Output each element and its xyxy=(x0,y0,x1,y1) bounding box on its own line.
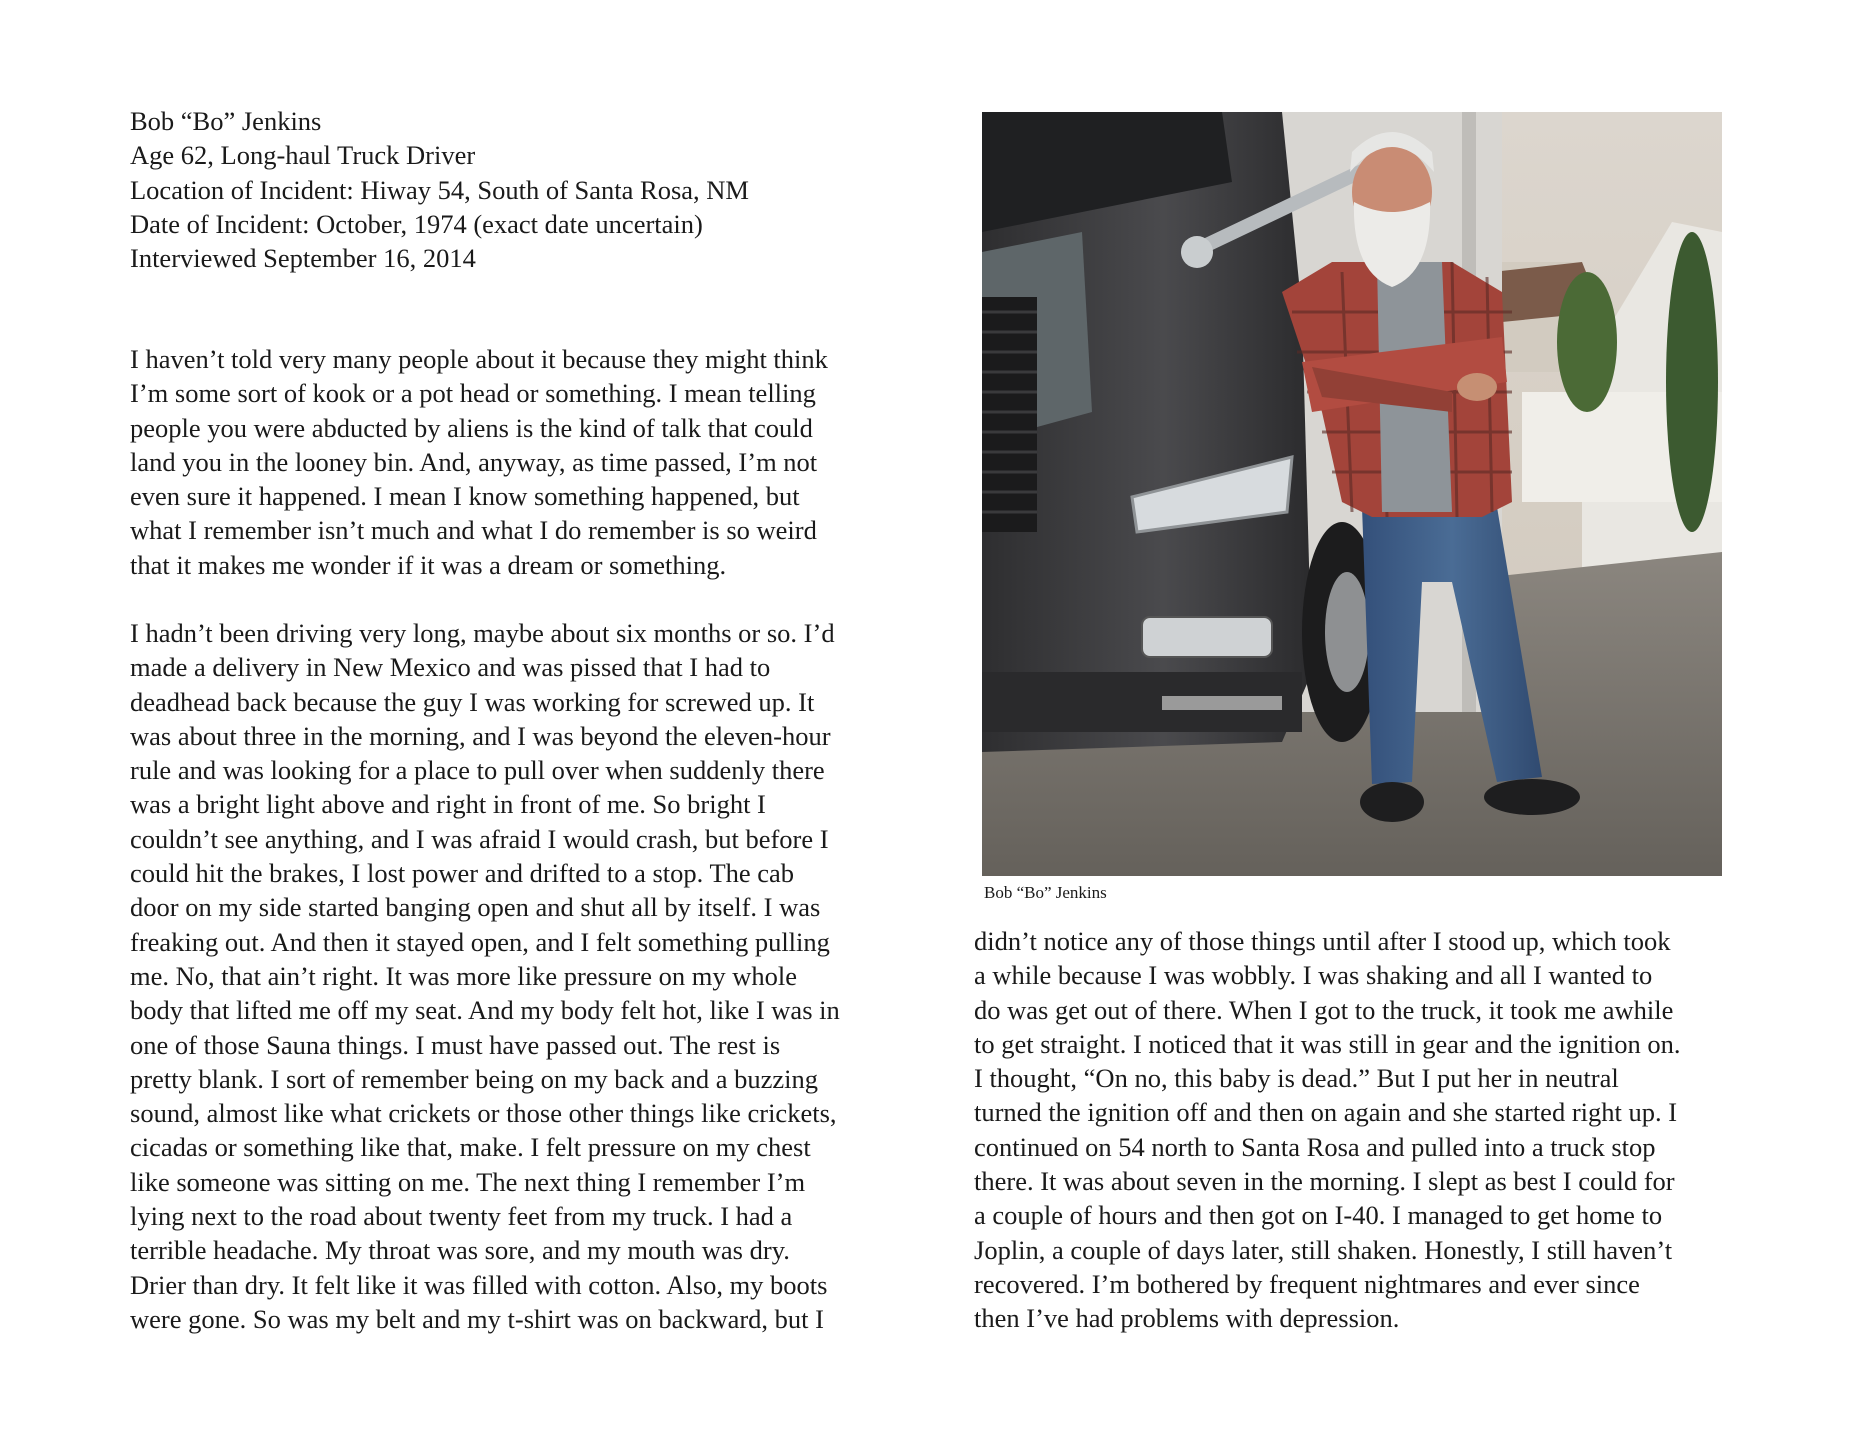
text-line: land you in the looney bin. And, anyway, as time passed, I’m not xyxy=(130,446,818,477)
text-line: I hadn’t been driving very long, maybe about six months or so. I’d xyxy=(130,618,835,648)
text-line: were gone. So was my belt and my t-shirt was on backward, but I xyxy=(130,1303,824,1334)
paragraph-account xyxy=(130,616,840,1336)
text-line: rule and was looking for a place to pull over when suddenly there xyxy=(130,755,825,786)
tree xyxy=(1666,232,1718,532)
text-line: me. No, that ain’t right. It was more like pressure on my whole xyxy=(130,960,798,991)
portrait-photo xyxy=(982,112,1722,876)
boot-left xyxy=(1360,782,1424,822)
text-line: couldn’t see anything, and I was afraid I would crash, but before I xyxy=(130,823,829,854)
text-line: Drier than dry. It felt like it was filled with cotton. Also, my boots xyxy=(130,1269,828,1300)
text-line: was about three in the morning, and I was beyond the eleven-hour xyxy=(130,720,831,751)
photo-illustration xyxy=(982,112,1722,876)
text-line: a while because I was wobbly. I was shaking and all I wanted to xyxy=(974,960,1653,991)
text-line: to get straight. I noticed that it was still in gear and the ignition on. xyxy=(974,1028,1681,1059)
text-line: Joplin, a couple of days later, still shaken. Honestly, I still haven’t xyxy=(974,1234,1673,1265)
text-line: then I’ve had problems with depression. xyxy=(974,1303,1400,1334)
text-line: terrible headache. My throat was sore, and my mouth was dry. xyxy=(130,1235,790,1266)
text-line: even sure it happened. I mean I know something happened, but xyxy=(130,481,800,512)
text-line: turned the ignition off and then on again and she started right up. I xyxy=(974,1097,1678,1128)
text-line: one of those Sauna things. I must have passed out. The rest is xyxy=(130,1029,781,1060)
text-line: like someone was sitting on me. The next thing I remember I’m xyxy=(130,1166,806,1197)
subject-name: Bob “Bo” Jenkins xyxy=(130,106,322,136)
text-line: door on my side started banging open and shut all by itself. I was xyxy=(130,892,821,923)
text-line: I thought, “On no, this baby is dead.” But I put her in neutral xyxy=(974,1063,1619,1094)
text-line: sound, almost like what crickets or those other things like crickets, xyxy=(130,1098,837,1129)
paragraph-continuation xyxy=(974,924,1681,1336)
text-line: was a bright light above and right in front of me. So bright I xyxy=(130,789,766,820)
text-line: a couple of hours and then got on I-40. I managed to get home to xyxy=(974,1200,1663,1231)
text-line: I’m some sort of kook or a pot head or something. I mean telling xyxy=(130,378,816,409)
incident-date: Date of Incident: October, 1974 (exact date uncertain) xyxy=(130,208,703,239)
text-line: there. It was about seven in the morning. I slept as best I could for xyxy=(974,1166,1675,1197)
text-line: recovered. I’m bothered by frequent nightmares and ever since xyxy=(974,1268,1640,1299)
text-line: could hit the brakes, I lost power and drifted to a stop. The cab xyxy=(130,858,795,889)
text-line: didn’t notice any of those things until after I stood up, which took xyxy=(974,926,1671,956)
boot-right xyxy=(1484,779,1580,815)
text-line: body that lifted me off my seat. And my body felt hot, like I was in xyxy=(130,995,840,1026)
interview-header xyxy=(130,104,910,275)
text-line: deadhead back because the guy I was working for screwed up. It xyxy=(130,686,815,717)
text-line: people you were abducted by aliens is the kind of talk that could xyxy=(130,412,813,443)
interview-date: Interviewed September 16, 2014 xyxy=(130,243,476,274)
text-line: made a delivery in New Mexico and was pissed that I had to xyxy=(130,652,771,683)
text-line: what I remember isn’t much and what I do remember is so weird xyxy=(130,515,817,546)
text-line: do was get out of there. When I got to the truck, it took me awhile xyxy=(974,994,1674,1025)
photo-caption: Bob “Bo” Jenkins xyxy=(984,883,1107,902)
subject-age-occupation: Age 62, Long-haul Truck Driver xyxy=(130,140,476,171)
text-line: freaking out. And then it stayed open, and I felt something pulling xyxy=(130,926,830,957)
text-line: pretty blank. I sort of remember being on my back and a buzzing xyxy=(130,1063,819,1094)
incident-location: Location of Incident: Hiway 54, South of Santa Rosa, NM xyxy=(130,174,749,205)
text-line: cicadas or something like that, make. I felt pressure on my chest xyxy=(130,1132,811,1163)
text-line: I haven’t told very many people about it because they might think xyxy=(130,344,828,374)
text-line: that it makes me wonder if it was a dream or something. xyxy=(130,549,727,580)
text-line: lying next to the road about twenty feet from my truck. I had a xyxy=(130,1201,793,1232)
text-line: continued on 54 north to Santa Rosa and pulled into a truck stop xyxy=(974,1131,1656,1162)
paragraph-intro xyxy=(130,342,828,582)
